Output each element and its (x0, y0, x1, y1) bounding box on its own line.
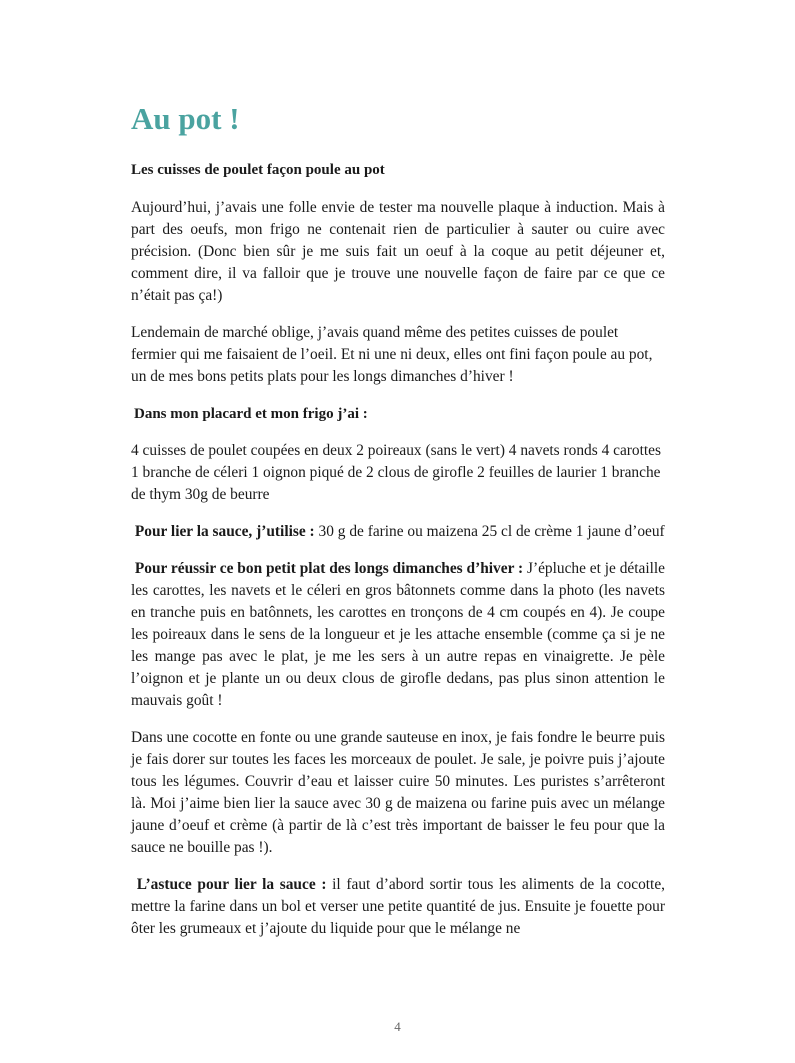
intro-paragraph: Aujourd’hui, j’avais une folle envie de tester ma nouvelle plaque à induction. Mais à part des oeufs, mon frigo ne contenait rien de particulier à sauter ou cuire avec précision. (Donc bien sûr je me suis fait un oeuf à la coque au petit déjeuner et, comment dire, il va falloir que je trouve une nouvelle façon de faire par ce que ce n’était pas ça!) (131, 199, 665, 304)
tip-lead: L’astuce pour lier la sauce : (136, 876, 327, 893)
method-lead: Pour réussir ce bon petit plat des longs dimanches d’hiver : (134, 560, 524, 577)
cooking-paragraph: Dans une cocotte en fonte ou une grande sauteuse en inox, je fais fondre le beurre puis je fais dorer sur toutes les faces les morceaux de poulet. Je sale, je poivre puis j’ajoute tous les légumes. Couvrir d’eau et laisser cuire 50 minutes. Les puristes s’arrêteront là. Moi j’aime bien lier la sauce avec 30 g de maizena ou farine puis avec un mélange jaune d’oeuf et crème (à partir de là c’est très important de baisser le feu pour que la sauce ne bouille pas !). (131, 729, 665, 856)
recipe-subtitle: Les cuisses de poulet façon poule au pot (131, 162, 385, 178)
page-number: 4 (394, 1019, 401, 1034)
sauce-paragraph (131, 521, 665, 543)
sauce-text: 30 g de farine ou maizena 25 cl de crème 1 jaune d’oeuf (314, 523, 665, 540)
method-text: J’épluche et je détaille les carottes, les navets et le céleri en gros bâtonnets comme dans la photo (les navets en tranche puis en batônnets, les carottes en tronçons de 4 cm coupés en 4). Je coupe les poireaux dans le sens de la longueur et je les attache ensemble (comme ça si je ne les mange pas avec le plat, je me les sers à un autre repas en vinaigrette. Je pèle l’oignon et je plante un ou deux clous de girofle dedans, pas plus sinon attention le mauvais goût ! (131, 560, 665, 709)
page-title: Au pot ! (131, 101, 240, 136)
tip-text: il faut d’abord sortir tous les aliments de la cocotte, mettre la farine dans un bol et verser une petite quantité de jus. Ensuite je fouette pour ôter les grumeaux et j’ajoute du liquide pour que le mélange ne (131, 876, 665, 937)
ingredients-heading: Dans mon placard et mon frigo j’ai : (134, 406, 368, 422)
tip-paragraph (131, 874, 665, 940)
context-paragraph: Lendemain de marché oblige, j’avais quand même des petites cuisses de poulet fermier qui me faisaient de l’oeil. Et ni une ni deux, elles ont fini façon poule au pot, un de mes bons petits plats pour les longs dimanches d’hiver ! (131, 324, 653, 385)
document-page (131, 100, 665, 955)
method-paragraph (131, 558, 665, 712)
ingredients-paragraph: 4 cuisses de poulet coupées en deux 2 poireaux (sans le vert) 4 navets ronds 4 carottes 1 branche de céleri 1 oignon piqué de 2 clous de girofle 2 feuilles de laurier 1 branche de thym 30g de beurre (131, 442, 661, 503)
sauce-lead: Pour lier la sauce, j’utilise : (134, 523, 315, 540)
